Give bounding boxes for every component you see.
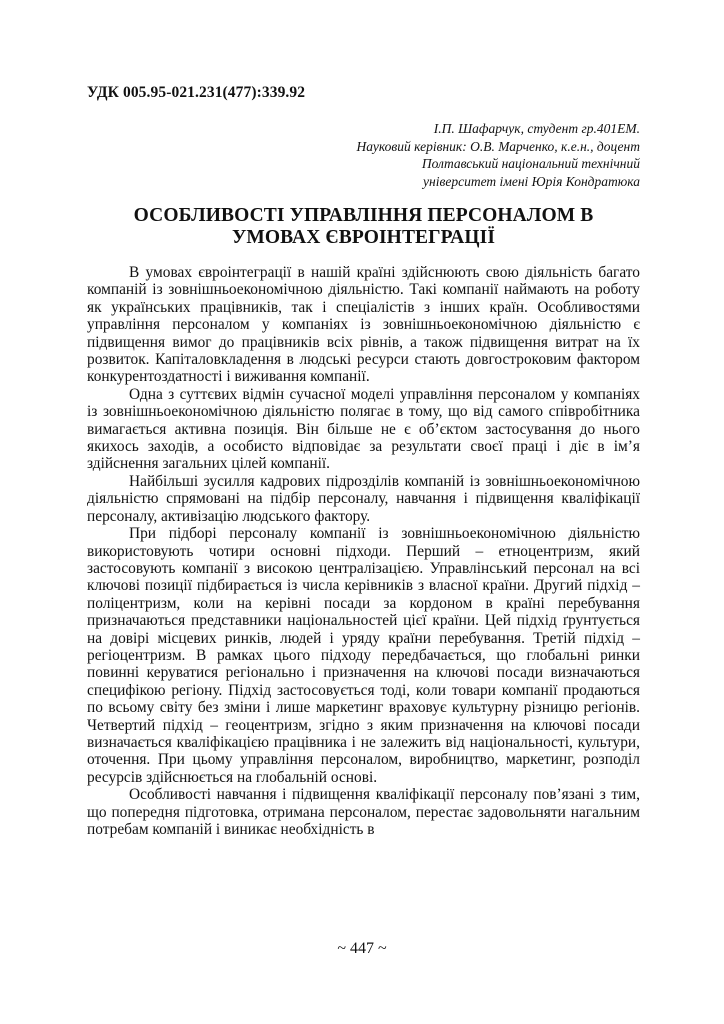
title-line: ОСОБЛИВОСТІ УПРАВЛІННЯ ПЕРСОНАЛОМ В (133, 205, 594, 226)
page-number: ~ 447 ~ (337, 940, 387, 957)
supervisor-line: Науковий керівник: О.В. Марченко, к.е.н., доцент (356, 138, 640, 154)
article-title (87, 205, 640, 249)
body-paragraph: Найбільші зусилля кадрових підрозділів компаній із зовнішньоекономічною діяльністю спрямовані на підбір персоналу, навчання і підвищення кваліфікації персоналу, активізацію людського фактору. (87, 472, 640, 525)
title-line: УМОВАХ ЄВРОІНТЕГРАЦІЇ (231, 227, 496, 248)
udk-code: УДК 005.95-021.231(477):339.92 (87, 84, 306, 101)
author-info (357, 120, 640, 190)
body-paragraph: При підборі персоналу компанії із зовнішньоекономічною діяльністю використовують чотири основні підходи. Перший – етноцентризм, який застосовують компанії з високою централізацією. Управлінський персонал на всі ключові позиції підбирається із числа керівників з власної країни. Другий підхід – поліцентризм, коли на керівні посади за кордоном в країні перебування призначаються представники національностей цієї країни. Цей підхід ґрунтується на довірі місцевих ринків, людей і уряду країни перебування. Третій підхід – регіоцентризм. В рамках цього підходу передбачається, що глобальні ринки повинні керуватися регіонально і призначення на ключові посади визначаються специфікою регіону. Підхід застосовується тоді, коли товари компанії продаються по всьому світу без зміни і лише маркетинг враховує культурну різницю регіонів. Четвертий підхід – геоцентризм, згідно з яким призначення на ключові посади визначається кваліфікацією працівника і не залежить від національності, культури, оточення. При цьому управління персоналом, виробництво, маркетинг, розподіл ресурсів здійснюється на глобальній основі. (87, 525, 640, 786)
body-paragraph: В умовах євроінтеграції в нашій країні здійснюють свою діяльність багато компаній із зовнішньоекономічною діяльністю. Такі компанії наймають на роботу як українських працівників, так і спеціалістів з інших країн. Особливостями управління персоналом у компаніях із зовнішньоекономічною діяльністю є підвищення вимог до працівників всіх рівнів, а також підвищення витрат на їх розвиток. Капіталовкладення в людські ресурси стають довгостроковим фактором конкурентоздатності і виживання компанії. (87, 264, 640, 386)
institution-line: Полтавський національний технічний (421, 156, 640, 171)
body-paragraph: Особливості навчання і підвищення кваліфікації персоналу пов’язані з тим, що попередня підготовка, отримана персоналом, перестає задовольняти нагальним потребам компаній і виникає необхідність в (87, 786, 640, 838)
article-body (87, 264, 640, 838)
body-paragraph: Одна з суттєвих відмін сучасної моделі управління персоналом у компаніях із зовнішньоекономічною діяльністю полягає в тому, що від самого співробітника вимагається активна позиція. Він більше не є об’єктом застосування до нього якихось заходів, а особисто відповідає за результати своєї праці і діє в ім’я здійснення загальних цілей компанії. (87, 385, 640, 473)
author-line: І.П. Шафарчук, студент гр.401ЕМ. (433, 121, 640, 136)
institution-line: університет імені Юрія Кондратюка (423, 173, 640, 189)
